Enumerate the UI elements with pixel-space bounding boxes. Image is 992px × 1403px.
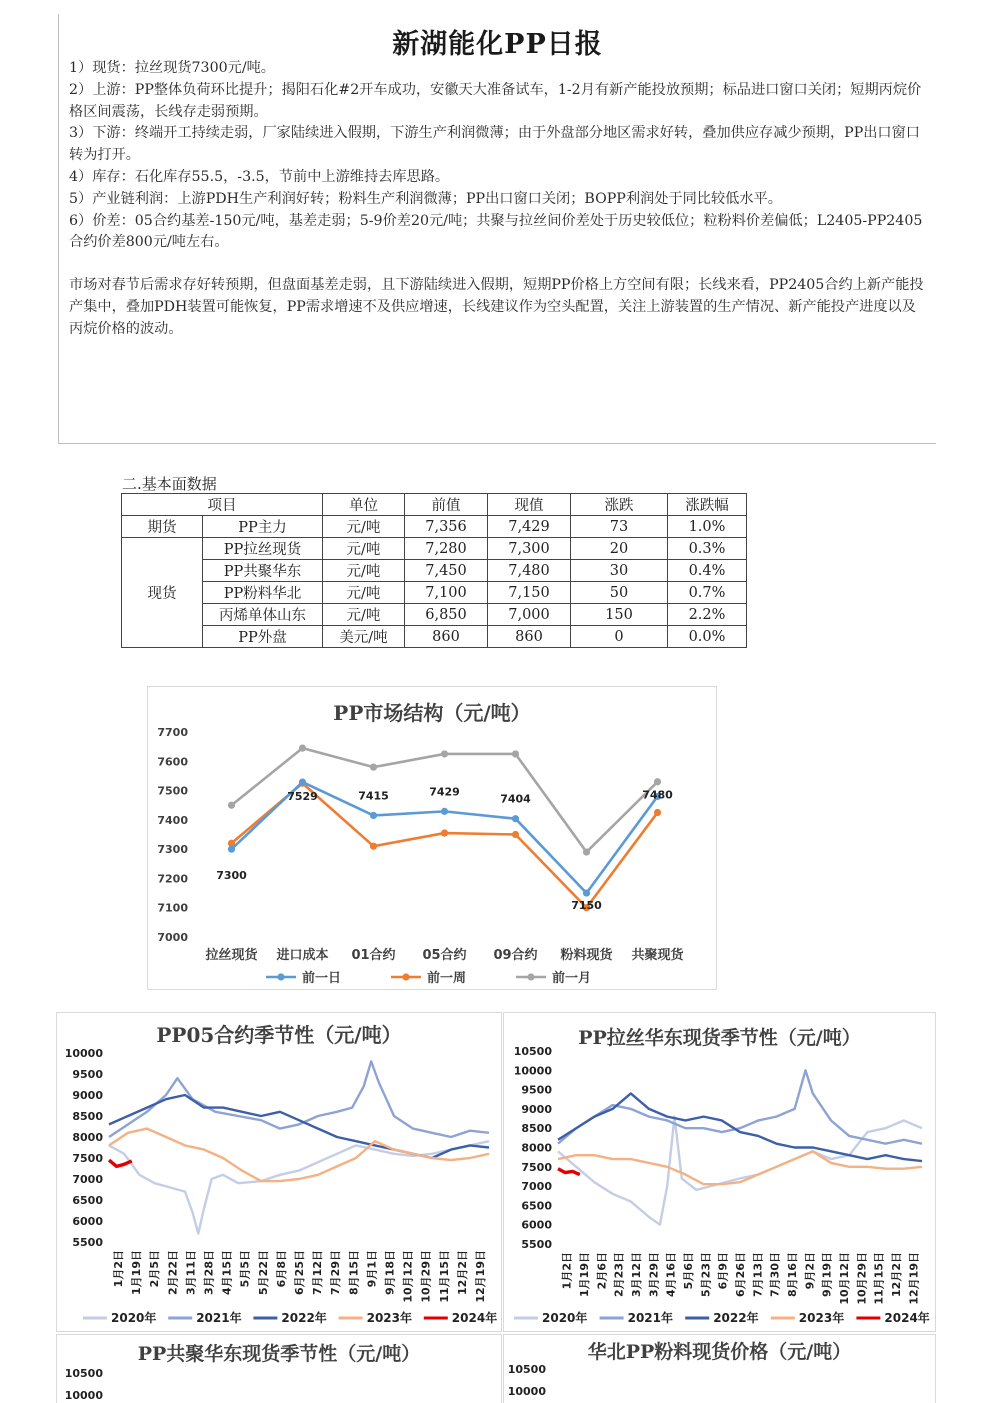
x-tick-label: 3月12日 (630, 1252, 643, 1297)
y-tick-label: 5500 (521, 1238, 552, 1251)
legend-label: 前一周 (427, 971, 467, 986)
legend-label: 2022年 (281, 1311, 327, 1325)
report-title: 新湖能化PP日报 (392, 29, 603, 60)
x-tick-label: 11月15日 (437, 1250, 451, 1303)
y-tick-label: 7000 (72, 1173, 103, 1186)
x-tick-label: 05合约 (422, 948, 467, 963)
x-tick-label: 6月26日 (734, 1252, 747, 1297)
x-tick-label: 6月9日 (716, 1252, 730, 1290)
data-label: 7150 (571, 899, 602, 913)
legend-label: 2023年 (798, 1311, 845, 1325)
table-row (122, 516, 747, 538)
legend-label: 2024年 (884, 1311, 930, 1325)
row-curr: 7,480 (488, 560, 571, 582)
row-unit: 元/吨 (323, 516, 405, 538)
x-tick-label: 10月29日 (419, 1250, 433, 1303)
market-structure-plot (148, 687, 716, 989)
group-futures: 期货 (122, 516, 203, 538)
y-tick-label: 7500 (157, 784, 188, 798)
x-tick-label: 1月19日 (130, 1250, 144, 1295)
y-tick-label: 10000 (507, 1385, 546, 1398)
table-row (122, 582, 747, 604)
y-tick-label: 10000 (513, 1064, 552, 1078)
x-tick-label: 12月19日 (473, 1250, 487, 1303)
y-tick-label: 7600 (157, 755, 188, 769)
row-prev: 7,280 (405, 538, 488, 560)
row-unit: 元/吨 (323, 604, 405, 626)
x-tick-label: 10月12日 (401, 1250, 415, 1303)
row-pct: 2.2% (668, 604, 747, 626)
chart-title: PP市场结构（元/吨） (333, 701, 531, 725)
x-tick-label: 5月23日 (699, 1252, 713, 1297)
table-row (122, 560, 747, 582)
x-tick-label: 1月19日 (578, 1252, 591, 1297)
y-tick-label: 7300 (157, 843, 188, 857)
table-row (122, 604, 747, 626)
series-point-3 (370, 764, 377, 771)
legend-label: 2023年 (366, 1311, 413, 1325)
pp05-seasonal-chart (56, 1012, 502, 1332)
x-tick-label: 10月12日 (838, 1252, 851, 1305)
row-pct: 0.7% (668, 582, 747, 604)
legend-label: 2021年 (196, 1311, 242, 1325)
y-tick-label: 9500 (72, 1068, 103, 1081)
x-tick-label: 6月8日 (274, 1250, 288, 1288)
x-tick-label: 2月5日 (148, 1250, 162, 1288)
pp05-seasonal-plot (57, 1013, 501, 1331)
series-point-2 (512, 831, 519, 838)
row-pct: 1.0% (668, 516, 747, 538)
legend-marker (527, 973, 534, 980)
row-unit: 美元/吨 (323, 626, 405, 648)
y-tick-label: 7000 (521, 1180, 552, 1194)
data-label: 7415 (358, 789, 389, 803)
x-tick-label: 5月6日 (682, 1252, 695, 1290)
legend-label: 前一月 (552, 971, 592, 986)
y-tick-label: 5500 (72, 1236, 103, 1249)
row-item: 丙烯单体山东 (203, 604, 323, 626)
series-point-2 (370, 843, 377, 850)
chart-title: PP共聚华东现货季节性（元/吨） (137, 1343, 421, 1365)
report-summary: 市场对春节后需求存好转预期，但盘面基差走弱，且下游陆续进入假期，短期PP价格上方空间有限；长线来看，PP2405合约上新产能投产集中，叠加PDH装置可能恢复，PP需求增速不及供应增速，长线建议作为空头配置，关注上游装置的生产情况、新产能投产进度以及丙烷价格的波动。 (69, 277, 924, 337)
raffia-seasonal-chart (503, 1012, 936, 1332)
powder-price-plot (504, 1335, 935, 1403)
series-point-1 (441, 808, 448, 815)
row-item: PP粉料华北 (203, 582, 323, 604)
y-tick-label: 7500 (521, 1160, 552, 1174)
legend-label: 2020年 (542, 1311, 588, 1325)
group-spot: 现货 (122, 538, 203, 648)
y-tick-label: 7700 (157, 726, 188, 739)
raffia-seasonal-plot (504, 1013, 935, 1331)
x-tick-label: 7月12日 (311, 1250, 325, 1295)
chart-title: PP拉丝华东现货季节性（元/吨） (578, 1027, 861, 1049)
header-unit: 单位 (323, 494, 405, 516)
row-chg: 0 (571, 626, 668, 648)
report-body (69, 58, 925, 341)
copolymer-seasonal-plot (57, 1335, 501, 1403)
row-prev: 7,450 (405, 560, 488, 582)
x-tick-label: 9月18日 (383, 1250, 397, 1295)
chart-title: PP05合约季节性（元/吨） (156, 1023, 402, 1047)
x-tick-label: 共聚现货 (631, 948, 684, 963)
row-chg: 73 (571, 516, 668, 538)
row-item: PP外盘 (203, 626, 323, 648)
x-tick-label: 2月6日 (595, 1252, 609, 1290)
report-line-downstream: 3）下游：终端开工持续走弱，厂家陆续进入假期，下游生产利润微薄；由于外盘部分地区需求好转，叠加供应存减少预期，PP出口窗口转为打开。 (69, 125, 920, 164)
report-line-spread: 6）价差：05合约基差-150元/吨，基差走弱；5-9价差20元/吨；共聚与拉丝间价差处于历史较低位；粒粉料价差偏低；L2405-PP2405合约价差800元/吨左右。 (69, 212, 923, 251)
table-header-row (122, 494, 747, 516)
section-title-fundamentals: 二.基本面数据 (122, 475, 217, 493)
report-line-upstream: 2）上游：PP整体负荷环比提升；揭阳石化#2开车成功，安徽天大准备试车，1-2月有新产能投放预期；标品进口窗口关闭；短期丙烷价格区间震荡，长线存走弱预期。 (69, 81, 922, 120)
series-point-3 (299, 745, 306, 752)
report-line-inventory: 4）库存：石化库存55.5，-3.5，节前中上游维持去库思路。 (69, 168, 450, 185)
table-row (122, 626, 747, 648)
x-tick-label: 8月15日 (347, 1250, 361, 1295)
header-prev: 前值 (405, 494, 488, 516)
row-prev: 6,850 (405, 604, 488, 626)
market-structure-chart (147, 686, 717, 990)
y-tick-label: 6500 (72, 1194, 103, 1207)
x-tick-label: 11月15日 (872, 1252, 886, 1305)
series-line-3 (109, 1095, 489, 1158)
x-tick-label: 6月25日 (293, 1250, 306, 1295)
row-prev: 7,356 (405, 516, 488, 538)
header-pct: 涨跌幅 (668, 494, 747, 516)
chart-title: 华北PP粉料现货价格（元/吨） (587, 1341, 852, 1363)
y-tick-label: 8000 (521, 1141, 552, 1155)
row-item: PP共聚华东 (203, 560, 323, 582)
row-chg: 20 (571, 538, 668, 560)
x-tick-label: 4月15日 (220, 1250, 234, 1295)
x-tick-label: 1月2日 (560, 1252, 574, 1290)
y-tick-label: 9500 (521, 1083, 552, 1097)
data-label: 7429 (429, 785, 460, 799)
x-tick-label: 7月13日 (751, 1252, 765, 1297)
series-point-1 (512, 815, 519, 822)
series-point-3 (228, 802, 235, 809)
legend-label: 2022年 (713, 1311, 759, 1325)
x-tick-label: 5月5日 (238, 1250, 252, 1288)
row-prev: 860 (405, 626, 488, 648)
x-tick-label: 12月2日 (890, 1252, 903, 1297)
copolymer-seasonal-chart (56, 1334, 502, 1403)
row-item: PP拉丝现货 (203, 538, 323, 560)
row-pct: 0.3% (668, 538, 747, 560)
x-tick-label: 2月22日 (166, 1250, 180, 1295)
header-chg: 涨跌 (571, 494, 668, 516)
header-item: 项目 (122, 494, 323, 516)
series-point-1 (228, 846, 235, 853)
series-point-3 (654, 778, 661, 785)
x-tick-label: 9月19日 (820, 1252, 834, 1297)
row-curr: 7,000 (488, 604, 571, 626)
data-label: 7480 (642, 788, 673, 802)
powder-price-chart (503, 1334, 936, 1403)
row-chg: 150 (571, 604, 668, 626)
row-chg: 30 (571, 560, 668, 582)
x-tick-label: 7月29日 (329, 1250, 343, 1295)
series-line-5 (558, 1169, 580, 1175)
y-tick-label: 9000 (72, 1089, 103, 1102)
row-item: PP主力 (203, 516, 323, 538)
row-unit: 元/吨 (323, 582, 405, 604)
y-tick-label: 10500 (507, 1363, 546, 1376)
legend-label: 前一日 (302, 971, 342, 986)
y-tick-label: 8000 (72, 1131, 103, 1144)
row-pct: 0.4% (668, 560, 747, 582)
row-prev: 7,100 (405, 582, 488, 604)
legend-marker (402, 973, 409, 980)
table-row (122, 538, 747, 560)
x-tick-label: 10月29日 (855, 1252, 869, 1305)
series-point-1 (583, 889, 590, 896)
y-tick-label: 7200 (157, 872, 188, 886)
row-curr: 860 (488, 626, 571, 648)
x-tick-label: 12月19日 (907, 1252, 921, 1305)
x-tick-label: 8月16日 (786, 1252, 799, 1297)
data-label: 7529 (287, 790, 318, 804)
y-tick-label: 7400 (157, 813, 188, 827)
series-line-5 (109, 1160, 132, 1166)
y-tick-label: 6000 (72, 1215, 103, 1228)
row-unit: 元/吨 (323, 560, 405, 582)
y-tick-label: 10500 (64, 1367, 103, 1380)
y-tick-label: 10500 (513, 1045, 552, 1058)
row-unit: 元/吨 (323, 538, 405, 560)
x-tick-label: 5月22日 (256, 1250, 270, 1295)
x-tick-label: 粉料现货 (560, 948, 613, 963)
row-pct: 0.0% (668, 626, 747, 648)
series-point-2 (441, 829, 448, 836)
legend-label: 2024年 (451, 1311, 498, 1325)
x-tick-label: 01合约 (351, 948, 396, 963)
series-point-2 (654, 809, 661, 816)
x-tick-label: 进口成本 (276, 948, 329, 963)
y-tick-label: 7000 (157, 931, 188, 944)
report-line-profit: 5）产业链利润：上游PDH生产利润好转；粉料生产利润微薄；PP出口窗口关闭；BOPP利润处于同比较低水平。 (69, 190, 782, 207)
series-point-3 (512, 750, 519, 757)
x-tick-label: 2月23日 (612, 1252, 626, 1297)
report-box (58, 14, 936, 444)
legend-marker (277, 973, 284, 980)
legend-label: 2021年 (627, 1311, 674, 1325)
x-tick-label: 3月28日 (202, 1250, 216, 1295)
y-tick-label: 7100 (157, 901, 188, 915)
x-tick-label: 3月11日 (184, 1250, 198, 1295)
row-curr: 7,300 (488, 538, 571, 560)
row-curr: 7,150 (488, 582, 571, 604)
x-tick-label: 4月16日 (664, 1252, 678, 1297)
data-label: 7300 (216, 869, 247, 883)
header-curr: 现值 (488, 494, 571, 516)
data-label: 7404 (500, 792, 531, 806)
y-tick-label: 8500 (72, 1110, 103, 1123)
y-tick-label: 7500 (72, 1152, 103, 1165)
y-tick-label: 6500 (521, 1199, 552, 1213)
row-chg: 50 (571, 582, 668, 604)
x-tick-label: 拉丝现货 (205, 948, 258, 963)
series-line-1 (109, 1141, 489, 1233)
x-tick-label: 9月2日 (803, 1252, 817, 1290)
fundamentals-table (121, 493, 747, 648)
legend-label: 2020年 (111, 1311, 157, 1325)
y-tick-label: 6000 (521, 1218, 552, 1232)
row-curr: 7,429 (488, 516, 571, 538)
series-point-3 (583, 848, 590, 855)
x-tick-label: 9月1日 (365, 1250, 379, 1288)
series-point-1 (370, 812, 377, 819)
series-point-3 (441, 750, 448, 757)
x-tick-label: 09合约 (493, 948, 538, 963)
y-tick-label: 10000 (64, 1047, 103, 1060)
x-tick-label: 1月2日 (112, 1250, 126, 1288)
report-line-spot: 1）现货：拉丝现货7300元/吨。 (69, 60, 275, 76)
x-tick-label: 7月30日 (768, 1252, 782, 1297)
x-tick-label: 12月2日 (455, 1250, 469, 1295)
series-point-1 (299, 778, 306, 785)
y-tick-label: 8500 (521, 1122, 552, 1136)
y-tick-label: 9000 (521, 1102, 552, 1116)
x-tick-label: 3月29日 (647, 1252, 661, 1297)
y-tick-label: 10000 (64, 1389, 103, 1402)
